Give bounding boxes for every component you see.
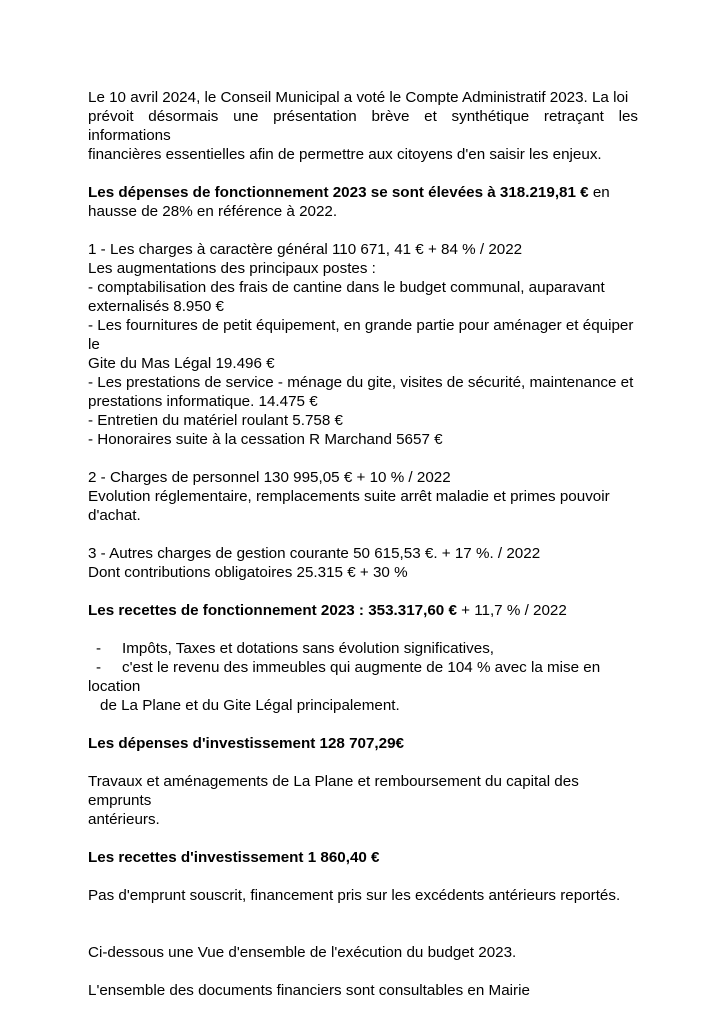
list-item [88,658,638,696]
recettes-fonct-bold: Les recettes de fonctionnement 2023 : 353.317,60 € [88,602,457,619]
list-item-cont: prestations informatique. 14.475 € [88,393,318,410]
list-item: - Les fournitures de petit équipement, en grande partie pour aménager et équiper le [88,317,634,353]
section-3-line: Dont contributions obligatoires 25.315 € + 30 % [88,564,408,581]
dash-marker: - [96,640,102,657]
list-item-cont: externalisés 8.950 € [88,298,224,315]
list-item-text: c'est le revenu des immeubles qui augmente de 104 % avec la mise en location [88,659,601,695]
section-2-line: Evolution réglementaire, remplacements suite arrêt maladie et primes pouvoir [88,488,610,505]
section-3-line: 3 - Autres charges de gestion courante 50 615,53 €. + 17 %. / 2022 [88,545,541,562]
recettes-fonct [88,601,638,715]
rec-invest-line: Pas d'emprunt souscrit, financement pris sur les excédents antérieurs reportés. [88,887,621,904]
dep-fonct-bold: Les dépenses de fonctionnement 2023 se sont élevées à 318.219,81 € [88,184,589,201]
section-1 [88,240,638,449]
list-item: - Honoraires suite à la cessation R Marchand 5657 € [88,431,443,448]
list-item: - Les prestations de service - ménage du gite, visites de sécurité, maintenance et [88,374,634,391]
closing [88,943,638,1000]
list-item-cont: Gite du Mas Légal 19.496 € [88,355,275,372]
list-item: - comptabilisation des frais de cantine dans le budget communal, auparavant [88,279,605,296]
section-2-line: d'achat. [88,507,141,524]
section-1-intro: Les augmentations des principaux postes : [88,260,376,277]
intro-paragraph [88,88,638,164]
recettes-fonct-heading [88,601,638,620]
rec-invest-title: Les recettes d'investissement 1 860,40 € [88,849,380,866]
intro-line: Le 10 avril 2024, le Conseil Municipal a voté le Compte Administratif 2023. La loi [88,89,629,106]
list-item [88,639,638,658]
list-item-text: Impôts, Taxes et dotations sans évolution significatives, [122,640,495,657]
closing-line: L'ensemble des documents financiers sont consultables en Mairie [88,982,530,999]
list-item-cont: de La Plane et du Gite Légal principalement. [100,697,400,714]
list-item: - Entretien du matériel roulant 5.758 € [88,412,343,429]
rec-invest [88,848,638,905]
intro-line: prévoit désormais une présentation brève et synthétique retraçant les informations [88,108,638,144]
section-2-heading: 2 - Charges de personnel 130 995,05 € + 10 % / 2022 [88,469,451,486]
document-page [88,88,638,1000]
dep-invest-line: antérieurs. [88,811,160,828]
recettes-fonct-rest: + 11,7 % / 2022 [456,602,567,619]
section-2 [88,468,638,525]
dash-marker: - [96,659,102,676]
closing-line: Ci-dessous une Vue d'ensemble de l'exécution du budget 2023. [88,944,517,961]
section-3 [88,544,638,582]
dep-invest-title: Les dépenses d'investissement 128 707,29€ [88,735,404,752]
dep-invest [88,734,638,829]
intro-line: financières essentielles afin de permettre aux citoyens d'en saisir les enjeux. [88,146,602,163]
dep-fonct-paragraph [88,183,638,221]
section-1-heading: 1 - Les charges à caractère général 110 671, 41 € + 84 % / 2022 [88,241,523,258]
dep-fonct-rest: en [588,184,610,201]
dep-fonct-line1 [88,183,638,202]
dep-invest-line: Travaux et aménagements de La Plane et remboursement du capital des emprunts [88,773,579,809]
dep-fonct-line2: hausse de 28% en référence à 2022. [88,203,338,220]
